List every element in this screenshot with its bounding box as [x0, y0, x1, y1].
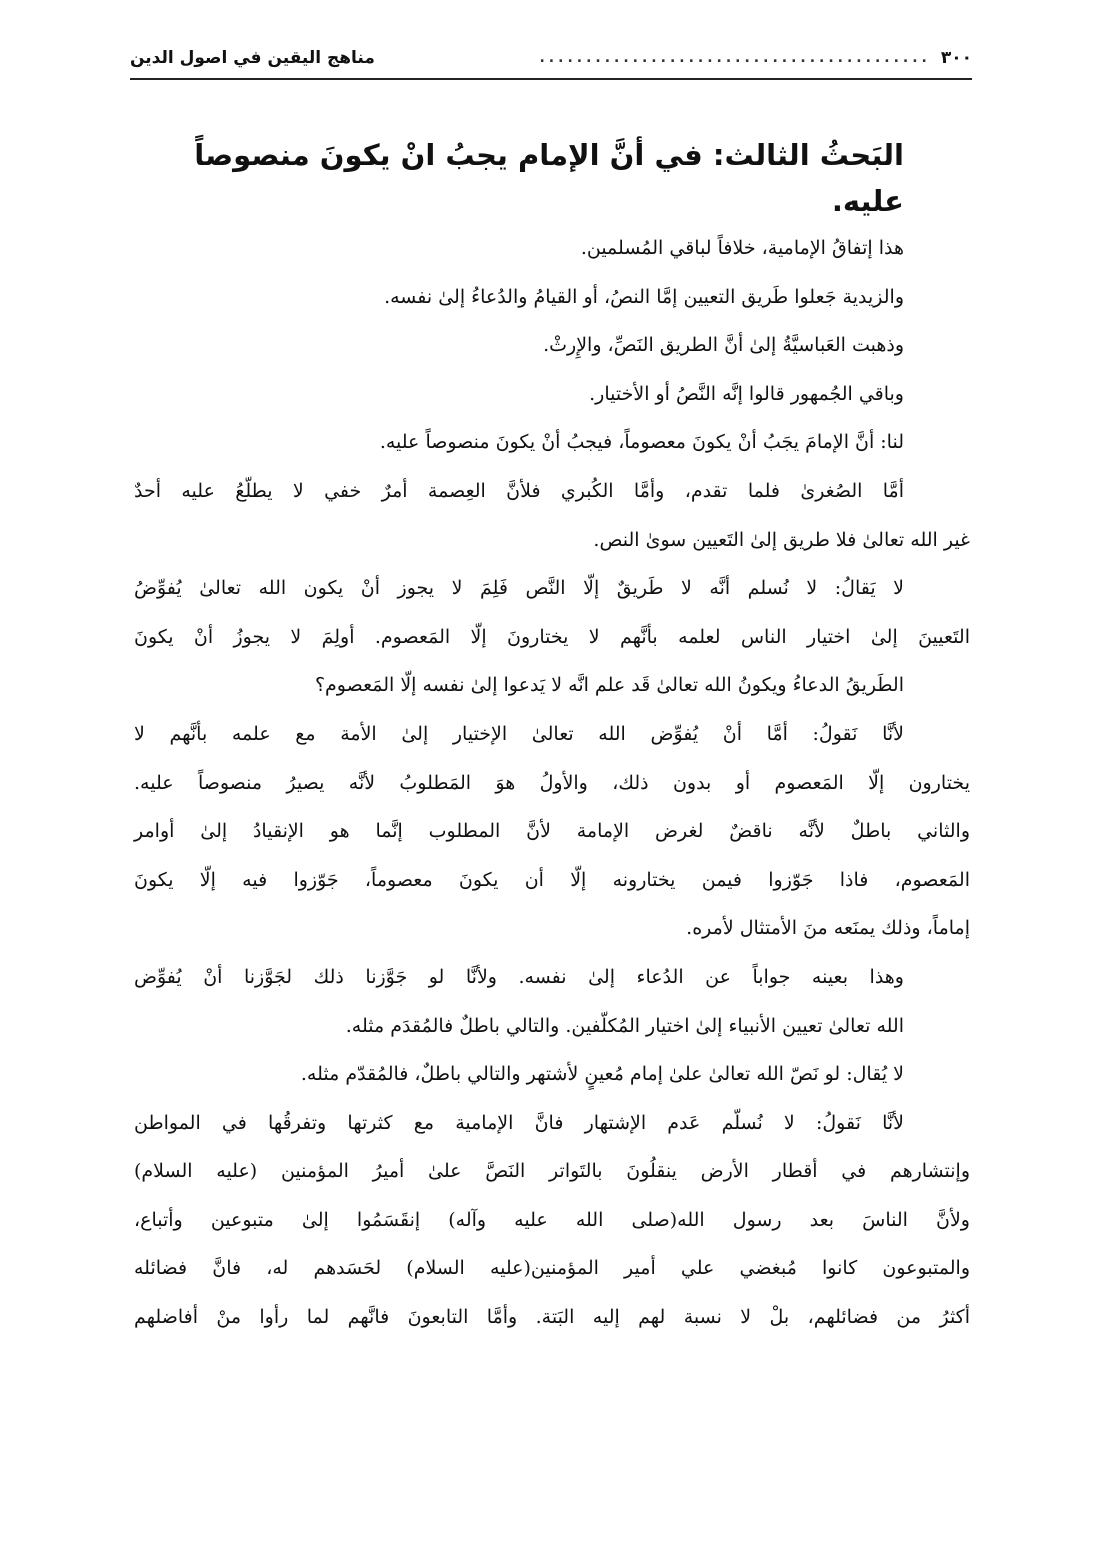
text-line: المَعصوم، فاذا جَوّزوا فيمن يختارونه إلّا أن يكونَ معصوماً، جَوّزوا فيه إلّا يكونَ	[134, 868, 970, 891]
text-line: ولأنَّ الناسَ بعد رسول الله(صلى الله عليه وآله) إنقَسَمُوا إلىٰ متبوعين وأتباع،	[134, 1208, 970, 1231]
text-line: والمتبوعون كانوا مُبغضي علي أمير المؤمنين(عليه السلام) لحَسَدهم له، فانَّ فضائله	[134, 1257, 970, 1280]
page-number: ٣٠٠	[940, 48, 972, 68]
page-body	[134, 132, 970, 1342]
text-line: غير الله تعالىٰ فلا طريق إلىٰ التَعيين سوىٰ النص.	[593, 528, 970, 551]
text-line: وباقي الجُمهور قالوا إنَّه النَّصُ أو الأختيار.	[589, 382, 904, 405]
text-line: التَعيينَ إلىٰ اختيار الناس لعلمه بأنَّهم لا يختارونَ إلّا المَعصوم. أولِمَ لا يجوزُ أنْ يكونَ	[134, 625, 970, 648]
text-line: لا يَقالُ: لا نُسلم أنَّه لا طَريقٌ إلّا النَّص فَلِمَ لا يجوز أنْ يكون الله تعالىٰ يُفوِّضُ	[134, 577, 904, 600]
text-line: هذا إتفاقُ الإمامية، خلافاً لباقي المُسلمين.	[580, 237, 904, 259]
text-line: والثاني باطلٌ لأنَّه ناقضٌ لغرض الإمامة لأنَّ المطلوب إنَّما هو الإنقيادُ إلىٰ أوامر	[134, 820, 970, 843]
text-line: والزيدية جَعلوا طَريق التعيين إمَّا النصُ، أو القيامُ والدُعاءُ إلىٰ نفسه.	[384, 285, 904, 308]
text-line: لا يُقال: لو نَصّ الله تعالىٰ علىٰ إمام مُعينٍ لأشتهر والتالي باطلٌ، فالمُقدّم مثله.	[300, 1063, 904, 1086]
text-line: إماماً، وذلك يمنَعه منَ الأمتثال لأمره.	[686, 917, 970, 940]
section-heading: البَحثُ الثالث: في أنَّ الإمام يجبُ انْ يكونَ منصوصاً عليه.	[194, 138, 904, 218]
text-line: الله تعالىٰ تعيين الأنبياء إلىٰ اختيار المُكلّفين. والتالي باطلٌ فالمُقدَم مثله.	[345, 1014, 904, 1037]
text-line: أمَّا الصُغرىٰ فلما تقدم، وأمَّا الكُبري فلأنَّ العِصمة أمرٌ خفي لا يطلّعُ عليه أحدٌ	[134, 479, 904, 502]
text-line: الطَريقُ الدعاءُ ويكونُ الله تعالىٰ قَد علم انَّه لا يَدعوا إلىٰ نفسه إلّا المَعصوم؟	[314, 674, 904, 697]
text-line: يختارون إلّا المَعصوم أو بدون ذلك، والأولُ هوَ المَطلوبُ لأنَّه يصيرُ منصوصاً عليه.	[134, 771, 970, 794]
dot-leader: ..........................................	[539, 50, 931, 66]
text-line: وذهبت العَباسيَّةُ إلىٰ أنَّ الطريق النَصِّ، والإِرثْ.	[543, 334, 904, 357]
text-line: لأنَّا نَقولُ: لا نُسلّم عَدم الإشتهار فانَّ الإمامية مع كثرتها وتفرقُها في المواطن	[134, 1111, 904, 1134]
book-title: مناهج اليقين في اصول الدين	[130, 48, 375, 68]
text-line: أكثرُ من فضائلهم، بلْ لا نسبة لهم إليه البَتة. وأمَّا التابعونَ فانَّهم لما رأوا منْ أفاضلهم	[134, 1306, 970, 1329]
text-line: وإنتشارهم في أقطار الأرض ينقلُونَ بالتَواتر النَصَّ علىٰ أميرُ المؤمنين (عليه السلام)	[134, 1160, 970, 1183]
running-header	[130, 38, 972, 80]
text-line: لنا: أنَّ الإمامَ يجَبُ أنْ يكونَ معصوماً، فيجبُ أنْ يكونَ منصوصاً عليه.	[379, 431, 904, 454]
text-line: وهذا بعينه جواباً عن الدُعاء إلىٰ نفسه. ولأنَّا لو جَوَّزنا ذلك لجَوَّزنا أنْ يُفوِّض	[134, 965, 904, 988]
text-line: لأنَّا نَقولُ: أمَّا أنْ يُفوِّض الله تعالىٰ الإختيار إلىٰ الأمة مع علمه بأنَّهم لا	[134, 722, 904, 745]
